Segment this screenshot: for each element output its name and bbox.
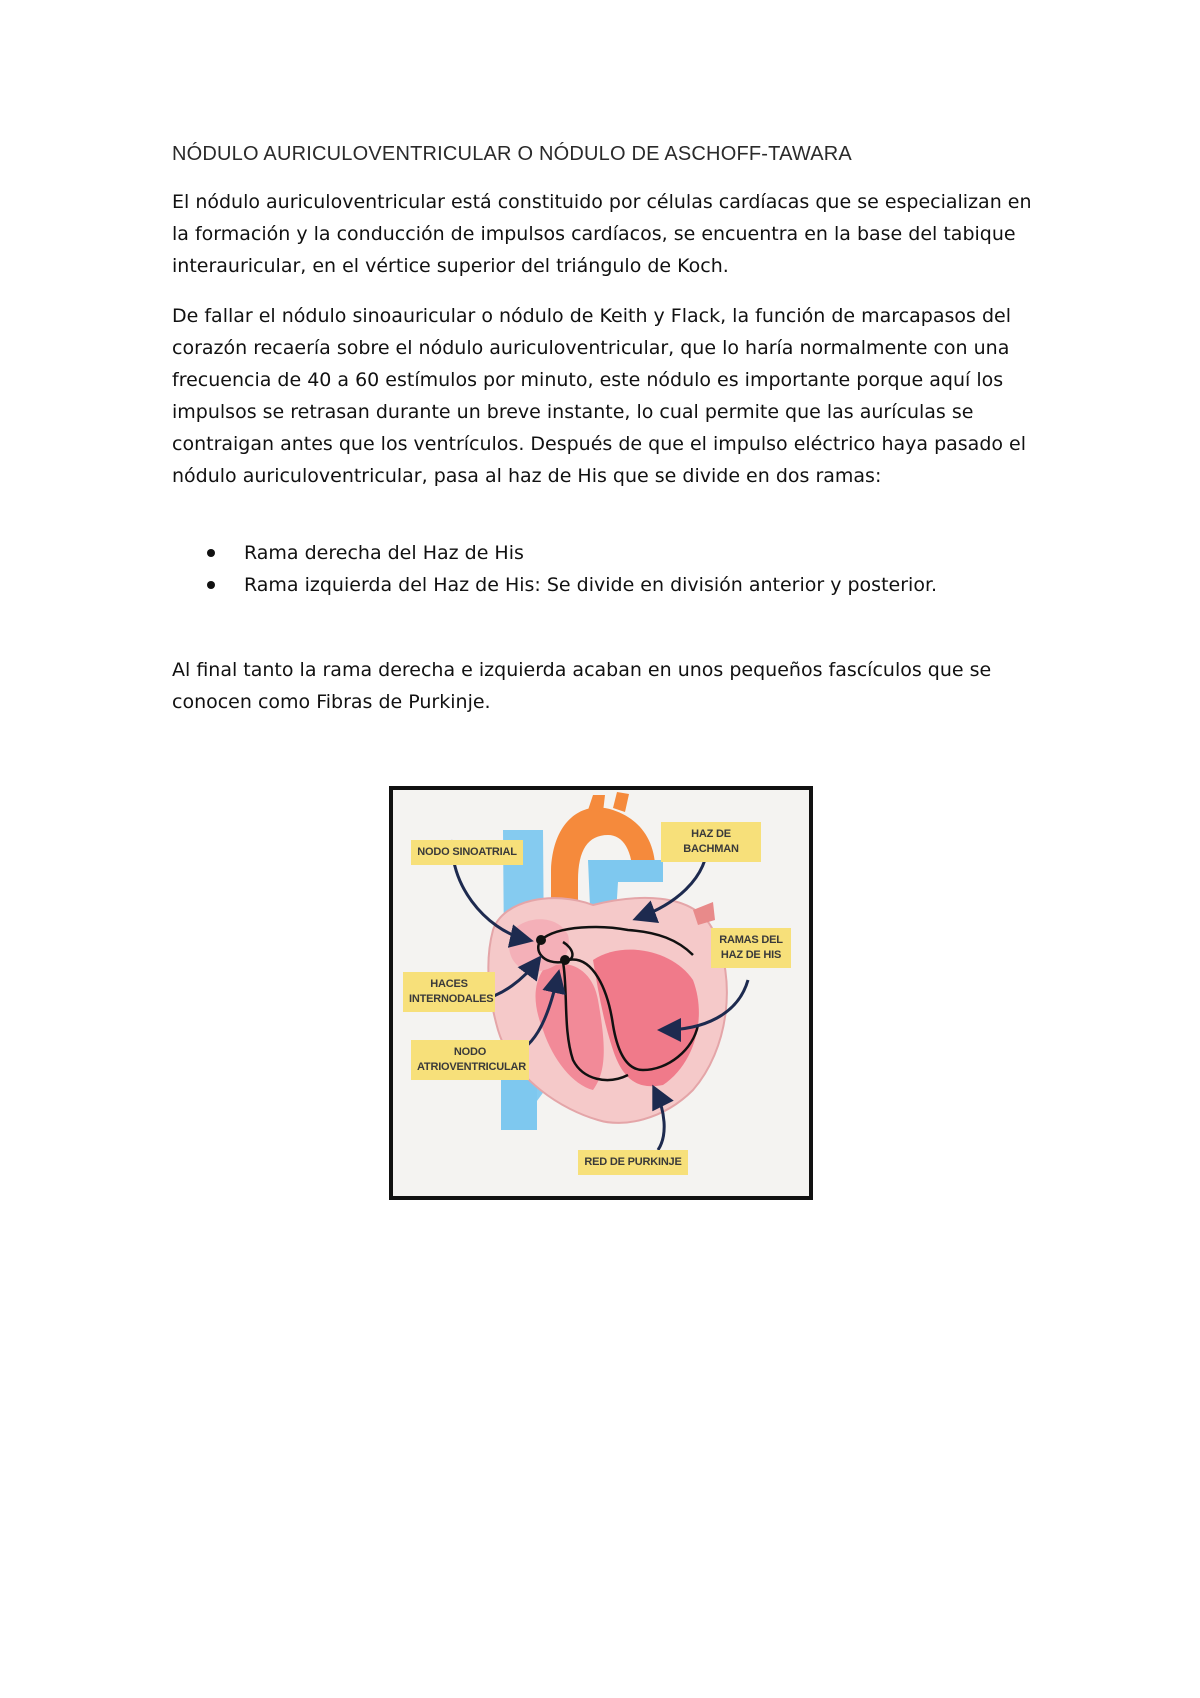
list-item [172,569,937,601]
atrioventricular-node-dot [560,955,570,965]
bullet-icon [207,549,215,557]
bullet-icon [207,581,215,589]
label-text: RED DE PURKINJE [584,1156,682,1168]
label-nodo-sinoatrial [411,840,523,865]
paragraph-1: El nódulo auriculoventricular está constituido por células cardíacas que se especializan en la formación y la conducción de impulsos cardíacos, se encuentra en la base del tabique interauricular, en el vértice superior del triángulo de Koch. [172,191,1032,277]
label-text: HACES [430,978,468,990]
label-text: INTERNODALES [409,993,494,1005]
list-item-text: Rama derecha del Haz de His [244,542,524,564]
label-text: ATRIOVENTRICULAR [417,1061,527,1073]
list-item-text: Rama izquierda del Haz de His: Se divide en división anterior y posterior. [244,574,938,596]
sinoatrial-node-dot [536,935,546,945]
list-item [172,537,937,569]
paragraph-2: De fallar el nódulo sinoauricular o nódulo de Keith y Flack, la función de marcapasos del corazón recaería sobre el nódulo auriculoventricular, que lo haría normalmente con una frecuencia de 40 a 60 estímulos por minuto, este nódulo es importante porque aquí los impulsos se retrasan durante un breve instante, lo cual permite que las aurículas se contraigan antes que los ventrículos. Después de que el impulso eléctrico haya pasado el nódulo auriculoventricular, pasa al haz de His que se divide en dos ramas: [172,305,1027,487]
label-text: HAZ DE BACHMAN [683,828,739,855]
heart-conduction-figure [389,786,813,1200]
paragraph-3: Al final tanto la rama derecha e izquierda acaban en unos pequeños fascículos que se conocen como Fibras de Purkinje. [172,659,992,713]
label-text: NODO SINOATRIAL [417,846,517,858]
label-text: RAMAS DEL [719,934,783,946]
label-red-purkinje [578,1150,688,1175]
bullet-list [172,537,937,601]
page-title: NÓDULO AURICULOVENTRICULAR O NÓDULO DE ASCHOFF-TAWARA [172,143,852,165]
label-haz-bachman [661,822,761,862]
label-ramas-his [711,928,791,968]
label-haces-internodales [403,972,495,1012]
label-text: HAZ DE HIS [720,949,782,961]
label-nodo-atrioventricular [411,1040,529,1080]
label-text: NODO [453,1046,487,1058]
